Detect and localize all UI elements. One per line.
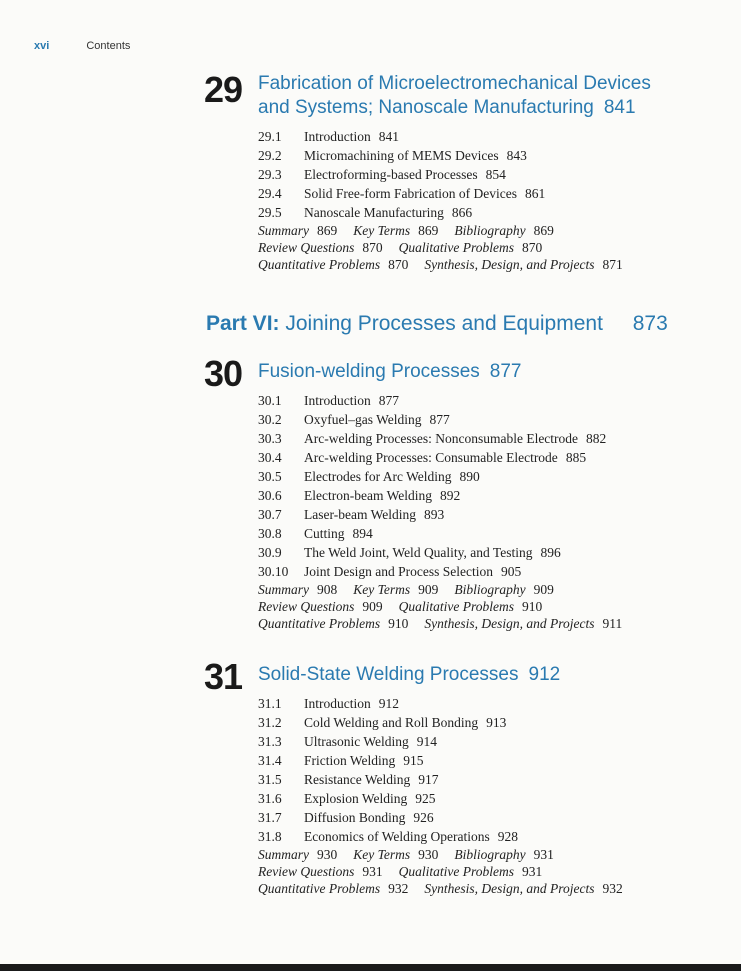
end-page: 871 — [602, 257, 623, 272]
section-row — [258, 467, 684, 486]
section-row — [258, 429, 684, 448]
end-page: 909 — [533, 582, 554, 597]
section-row — [258, 827, 684, 846]
page-header — [34, 40, 130, 52]
end-label: Qualitative Problems — [398, 864, 514, 879]
section-title: Diffusion Bonding — [304, 810, 406, 825]
end-page: 930 — [317, 847, 338, 862]
end-label: Quantitative Problems — [258, 257, 381, 272]
part-heading — [206, 312, 668, 336]
end-label: Synthesis, Design, and Projects — [424, 257, 595, 272]
section-number: 30.5 — [258, 469, 282, 484]
section-number: 30.2 — [258, 412, 282, 427]
page-number: xvi — [34, 40, 50, 52]
chapter-number: 30 — [204, 353, 243, 394]
part-title: Joining Processes and Equipment — [285, 312, 603, 335]
section-number: 31.2 — [258, 715, 282, 730]
end-matter-line — [258, 598, 684, 615]
section-list — [258, 694, 684, 846]
section-list — [258, 127, 684, 222]
section-title: Electroforming-based Processes — [304, 167, 478, 182]
end-page: 870 — [388, 257, 409, 272]
end-label: Quantitative Problems — [258, 616, 381, 631]
section-page: 914 — [416, 734, 438, 749]
chapter-title — [258, 659, 684, 687]
section-page: 894 — [352, 526, 373, 541]
section-row — [258, 505, 684, 524]
end-page: 932 — [388, 881, 409, 896]
end-label: Qualitative Problems — [398, 599, 514, 614]
section-number: 31.6 — [258, 791, 282, 806]
section-title: Explosion Welding — [304, 791, 408, 806]
section-page: 877 — [378, 393, 399, 408]
section-number: 30.10 — [258, 564, 289, 579]
section-title: Introduction — [304, 696, 371, 711]
end-label: Review Questions — [258, 240, 355, 255]
chapter-number: 31 — [204, 656, 243, 697]
section-number: 31.8 — [258, 829, 282, 844]
section-title: Ultrasonic Welding — [304, 734, 409, 749]
section-row — [258, 562, 684, 581]
end-matter-line — [258, 256, 684, 273]
end-matter — [204, 222, 684, 273]
chapter-30 — [204, 353, 684, 632]
chapter-page: 841 — [603, 97, 636, 118]
chapter-title — [258, 356, 684, 384]
end-matter — [204, 581, 684, 632]
section-row — [258, 751, 684, 770]
section-row — [258, 391, 684, 410]
section-page: 892 — [440, 488, 461, 503]
section-row — [258, 770, 684, 789]
running-title: Contents — [86, 40, 131, 52]
section-row — [258, 165, 684, 184]
part-page: 873 — [632, 312, 668, 335]
section-number: 30.8 — [258, 526, 282, 541]
end-page: 910 — [388, 616, 409, 631]
section-title: Oxyfuel–gas Welding — [304, 412, 422, 427]
section-title: Electrodes for Arc Welding — [304, 469, 452, 484]
section-number: 31.3 — [258, 734, 282, 749]
section-title: Laser-beam Welding — [304, 507, 416, 522]
section-title: Cold Welding and Roll Bonding — [304, 715, 479, 730]
end-page: 909 — [362, 599, 383, 614]
bottom-border — [0, 964, 741, 971]
chapter-heading — [204, 69, 684, 120]
end-page: 870 — [362, 240, 383, 255]
section-page: 917 — [418, 772, 439, 787]
end-label: Key Terms — [353, 223, 411, 238]
section-page: 913 — [486, 715, 507, 730]
section-page: 912 — [378, 696, 399, 711]
section-page: 926 — [413, 810, 434, 825]
chapter-title-text: and Systems; Nanoscale Manufacturing — [258, 97, 594, 118]
end-label: Synthesis, Design, and Projects — [424, 881, 595, 896]
section-number: 30.6 — [258, 488, 282, 503]
section-title: Nanoscale Manufacturing — [304, 205, 444, 220]
section-title: Introduction — [304, 129, 371, 144]
section-page: 866 — [451, 205, 473, 220]
end-page: 869 — [317, 223, 338, 238]
section-title: Micromachining of MEMS Devices — [304, 148, 499, 163]
end-matter-line — [258, 846, 684, 863]
end-label: Key Terms — [353, 582, 411, 597]
section-title: Friction Welding — [304, 753, 396, 768]
end-label: Bibliography — [454, 847, 526, 862]
section-title: Joint Design and Process Selection — [304, 564, 493, 579]
end-label: Qualitative Problems — [398, 240, 514, 255]
end-label: Quantitative Problems — [258, 881, 381, 896]
end-label: Review Questions — [258, 599, 355, 614]
section-number: 29.5 — [258, 205, 282, 220]
section-number: 30.3 — [258, 431, 282, 446]
end-page: 869 — [533, 223, 554, 238]
section-title: Economics of Welding Operations — [304, 829, 490, 844]
section-page: 925 — [415, 791, 436, 806]
section-number: 29.3 — [258, 167, 282, 182]
section-page: 893 — [423, 507, 445, 522]
end-label: Key Terms — [353, 847, 411, 862]
end-page: 931 — [533, 847, 554, 862]
section-page: 843 — [506, 148, 527, 163]
end-matter-line — [258, 615, 684, 632]
section-number: 29.2 — [258, 148, 282, 163]
chapter-31 — [204, 656, 684, 897]
section-number: 30.1 — [258, 393, 282, 408]
chapter-title-line-2 — [258, 96, 684, 120]
chapter-number: 29 — [204, 69, 243, 110]
end-page: 932 — [602, 881, 623, 896]
end-label: Summary — [258, 582, 309, 597]
chapter-heading — [204, 353, 684, 394]
section-row — [258, 808, 684, 827]
end-page: 930 — [418, 847, 439, 862]
section-page: 928 — [497, 829, 519, 844]
end-label: Summary — [258, 847, 309, 862]
section-page: 877 — [429, 412, 450, 427]
section-row — [258, 732, 684, 751]
section-page: 885 — [565, 450, 587, 465]
section-number: 30.4 — [258, 450, 282, 465]
section-row — [258, 694, 684, 713]
chapter-29 — [204, 69, 684, 273]
section-number: 31.1 — [258, 696, 282, 711]
section-row — [258, 410, 684, 429]
section-row — [258, 524, 684, 543]
section-row — [258, 713, 684, 732]
section-number: 29.4 — [258, 186, 282, 201]
section-page: 905 — [500, 564, 522, 579]
end-label: Bibliography — [454, 582, 526, 597]
end-matter-line — [258, 222, 684, 239]
end-label: Summary — [258, 223, 309, 238]
end-page: 909 — [418, 582, 439, 597]
section-row — [258, 486, 684, 505]
chapter-title-line: Fabrication of Microelectromechanical Devices — [258, 73, 651, 94]
end-page: 910 — [521, 599, 543, 614]
end-matter — [204, 846, 684, 897]
end-page: 931 — [521, 864, 543, 879]
section-page: 915 — [403, 753, 424, 768]
section-row — [258, 543, 684, 562]
chapter-page: 912 — [528, 664, 561, 685]
end-page: 870 — [521, 240, 543, 255]
chapter-title-text: Solid-State Welding Processes — [258, 664, 519, 685]
end-matter-line — [258, 880, 684, 897]
chapter-title — [258, 72, 684, 120]
part-label: Part VI: — [206, 312, 280, 335]
section-title: Arc-welding Processes: Nonconsumable Electrode — [304, 431, 579, 446]
chapter-title-text: Fusion-welding Processes — [258, 361, 480, 382]
section-list — [258, 391, 684, 581]
section-title: Resistance Welding — [304, 772, 411, 787]
end-page: 908 — [317, 582, 338, 597]
end-page: 911 — [602, 616, 623, 631]
section-title: Cutting — [304, 526, 345, 541]
section-number: 30.7 — [258, 507, 282, 522]
end-matter-line — [258, 239, 684, 256]
section-page: 861 — [524, 186, 546, 201]
section-number: 31.5 — [258, 772, 282, 787]
section-page: 890 — [459, 469, 480, 484]
section-row — [258, 146, 684, 165]
section-title: Arc-welding Processes: Consumable Electrode — [304, 450, 558, 465]
chapter-page: 877 — [489, 361, 522, 382]
end-page: 931 — [362, 864, 383, 879]
end-matter-line — [258, 581, 684, 598]
section-title: The Weld Joint, Weld Quality, and Testing — [304, 545, 533, 560]
section-page: 854 — [485, 167, 506, 182]
section-page: 841 — [378, 129, 399, 144]
section-title: Introduction — [304, 393, 371, 408]
end-label: Synthesis, Design, and Projects — [424, 616, 595, 631]
end-label: Review Questions — [258, 864, 355, 879]
section-row — [258, 789, 684, 808]
section-row — [258, 448, 684, 467]
section-number: 29.1 — [258, 129, 282, 144]
section-title: Electron-beam Welding — [304, 488, 432, 503]
section-row — [258, 203, 684, 222]
section-number: 31.7 — [258, 810, 282, 825]
end-page: 869 — [418, 223, 439, 238]
section-page: 896 — [540, 545, 561, 560]
end-label: Bibliography — [454, 223, 526, 238]
section-title: Solid Free-form Fabrication of Devices — [304, 186, 517, 201]
section-page: 882 — [586, 431, 607, 446]
section-row — [258, 184, 684, 203]
section-row — [258, 127, 684, 146]
section-number: 31.4 — [258, 753, 282, 768]
end-matter-line — [258, 863, 684, 880]
section-number: 30.9 — [258, 545, 282, 560]
chapter-heading — [204, 656, 684, 697]
